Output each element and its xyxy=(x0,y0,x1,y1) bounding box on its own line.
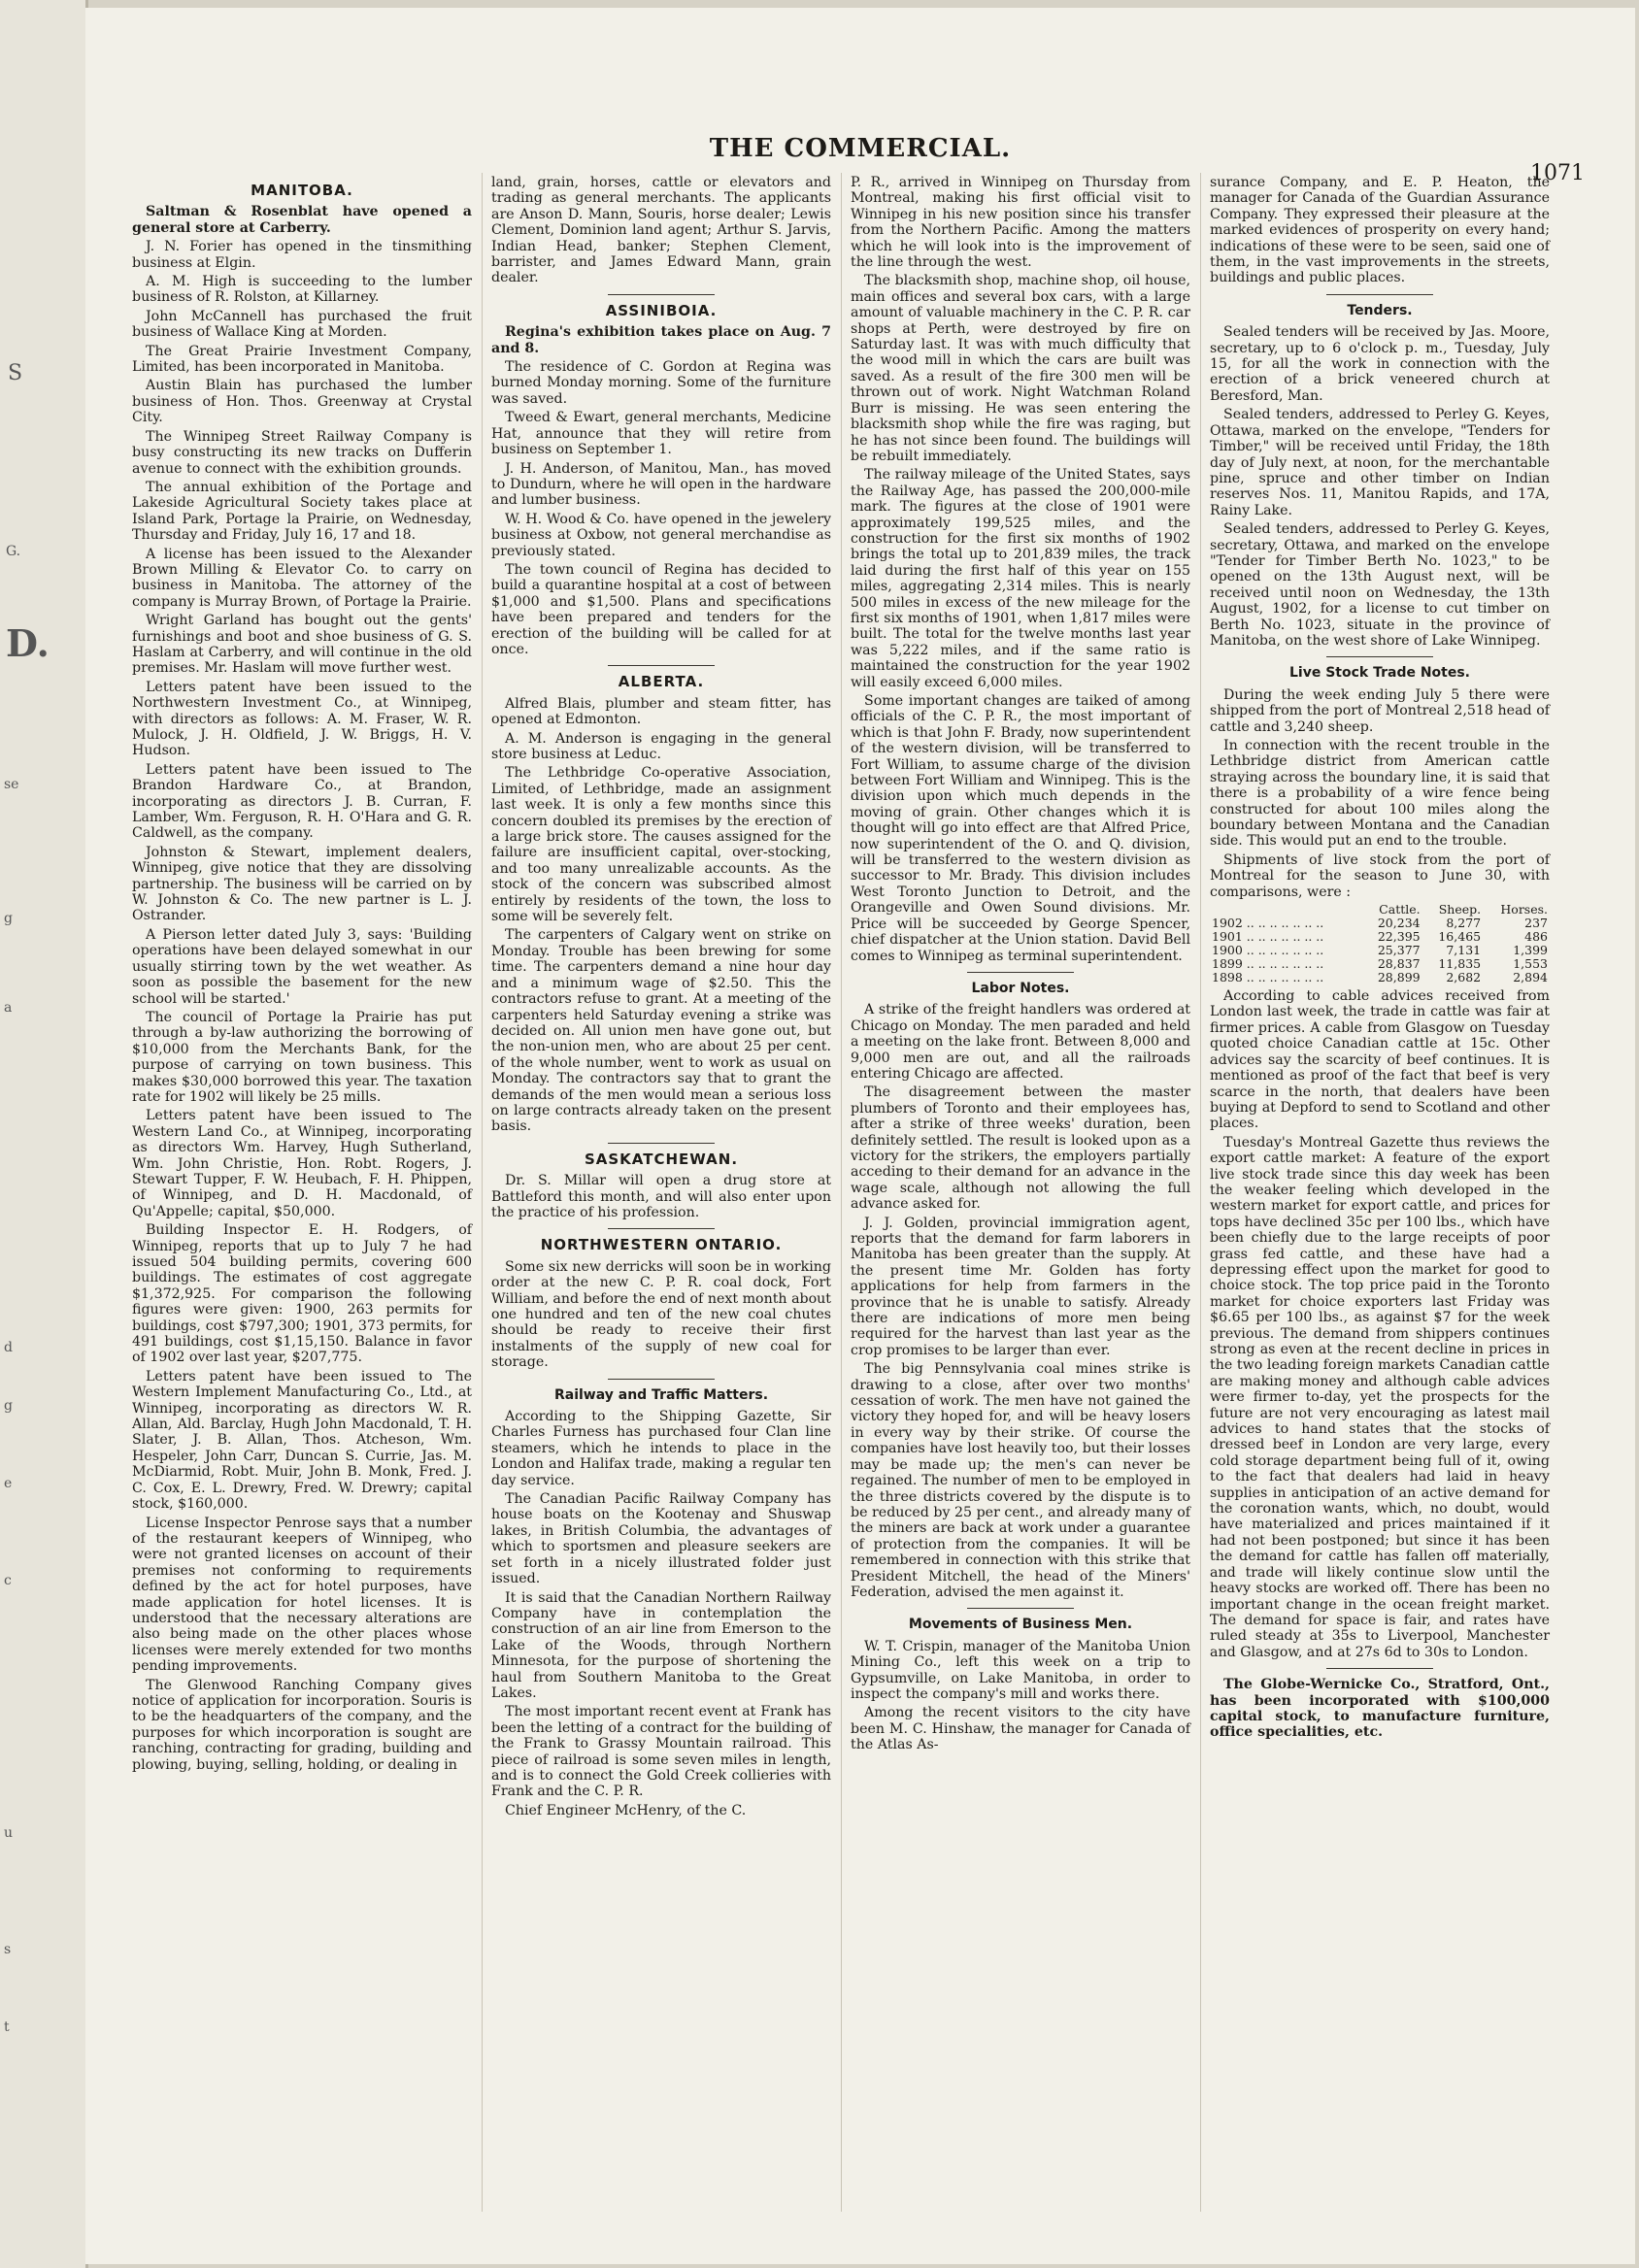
section-rule xyxy=(608,294,715,295)
column-divider xyxy=(482,173,483,2212)
news-item: License Inspector Penrose says that a number of the restaurant keepers of Winnipeg, who were not granted licenses on account of their premises not conforming to requirements defined by the act for hotel purposes, have made application for hotel licenses. It is understood that the necessary alterations are also being made on the other places whose licenses were merely extended for two months pending improvements. xyxy=(132,1515,472,1675)
table-cell: 1898 .. .. .. .. .. .. .. xyxy=(1212,970,1324,985)
section-rule xyxy=(608,1379,715,1380)
section-heading-manitoba: MANITOBA. xyxy=(251,182,353,199)
news-item: The carpenters of Calgary went on strike on Monday. Trouble has been brewing for some time. The carpenters demand a nine hour day and a minimum wage of $2.50. This the contractors refuse to grant. At a meeting of the carpenters held Saturday evening a strike was decided on. All union men have gone out, but the non-union men, who are about 25 per cent. of the whole number, went to work as usual on Monday. The contractors say that to grant the demands of the men would mean a serious loss on large contracts already taken on the present basis. xyxy=(491,927,831,1135)
column-divider xyxy=(1200,173,1201,2212)
margin-mark: c xyxy=(4,1573,12,1588)
table-row xyxy=(1210,957,1550,971)
news-item: surance Company, and E. P. Heaton, the manager for Canada of the Guardian Assurance Company. They expressed their pleasure at the marked evidences of prosperity on every hand; indications of these were to be seen, said one of them, in the vast improvements in the streets, buildings and public places. xyxy=(1210,175,1550,286)
news-item: Tuesday's Montreal Gazette thus reviews the export cattle market: A feature of the export live stock trade since this day week has been the weaker feeling which developed in the western market for export cattle, and prices for tops have declined 35c per 100 lbs., which have been chiefly due to the large receipts of poor grass fed cattle, and these have had a depressing effect upon the market for good to choice stock. The top price paid in the Toronto market for choice exporters last Friday was $6.65 per 100 lbs., as against $7 for the week previous. The demand from shippers continues strong as even at the recent decline in prices in the two leading foreign markets Canadian cattle are making money and although cable advices were firmer to-day, yet the prospects for the future are not very encouraging as latest mail advices to hand states that the stocks of dressed beef in London are very large, every cold storage department being full of it, owing to the fact that dealers had laid in heavy supplies in anticipation of an active demand for the coronation wants, which, no doubt, would have materialized and prices maintained if it had not been postponed; but since it has been the demand for cattle has fallen off materially, and trade will likely continue slow until the heavy stocks are worked off. There has been no important change in the ocean freight market. The demand for space is fair, and rates have ruled steady at 35s to Liverpool, Manchester and Glasgow, and at 27s 6d to 30s to London. xyxy=(1210,1134,1550,1660)
table-cell: 1,553 xyxy=(1513,956,1548,972)
section-heading-tenders: Tenders. xyxy=(1347,302,1413,318)
news-item: Tweed & Ewart, general merchants, Medicine Hat, announce that they will retire from business on September 1. xyxy=(491,410,831,458)
table-header: Sheep. xyxy=(1438,902,1482,917)
news-item: P. R., arrived in Winnipeg on Thursday from Montreal, making his first official visit to Winnipeg in his new position since his transfer from the Northern Pacific. Among the matters which he will look into is the improvement of the line through the west. xyxy=(851,175,1190,271)
table-cell: 2,894 xyxy=(1513,970,1548,985)
news-item: A Pierson letter dated July 3, says: 'Building operations have been delayed somewhat in our usually stirring town by the wet weather. As soon as possible the basement for the new school will be started.' xyxy=(132,926,472,1007)
section-heading-livestock: Live Stock Trade Notes. xyxy=(1288,665,1471,682)
news-item: The annual exhibition of the Portage and Lakeside Agricultural Society takes place at Island Park, Portage la Prairie, on Wednesday, Thursday and Friday, July 16, 17 and 18. xyxy=(132,479,472,544)
table-cell: 237 xyxy=(1524,916,1548,931)
news-item: In connection with the recent trouble in the Lethbridge district from American cattle straying across the boundary line, it is said that there is a probability of a wire fence being constructed for about 100 miles along the boundary between Montana and the Canadian side. This would put an end to the trouble. xyxy=(1210,738,1550,850)
margin-mark: t xyxy=(4,2019,10,2035)
news-item: Saltman & Rosenblat have opened a general store at Carberry. xyxy=(132,204,472,236)
margin-mark: G. xyxy=(6,544,21,559)
news-item: Dr. S. Millar will open a drug store at Battleford this month, and will also enter upon the practice of his profession. xyxy=(491,1173,831,1220)
news-item: J. J. Golden, provincial immigration agent, reports that the demand for farm laborers in Manitoba has been greater than the supply. At the present time Mr. Golden has forty applications for help from farmers in the province that he is unable to satisfy. Already there are indications of more men being required for the harvest than last year as the crop promises to be larger than ever. xyxy=(851,1215,1190,1358)
column-3 xyxy=(851,175,1190,1756)
section-rule xyxy=(608,665,715,666)
table-cell: 1902 .. .. .. .. .. .. .. xyxy=(1212,916,1324,931)
margin-mark: u xyxy=(4,1825,14,1841)
news-item: Sealed tenders, addressed to Perley G. Keyes, Ottawa, marked on the envelope, "Tenders for Timber," will be received until Friday, the 18th day of July next, at noon, for the merchantable pine, spruce and other timber on Indian reserves Nos. 11, Manitou Rapids, and 17A, Rainy Lake. xyxy=(1210,407,1550,518)
news-item: The blacksmith shop, machine shop, oil house, main offices and several box cars, with a large amount of valuable machinery in the C. P. R. car shops at Perth, were destroyed by fire on Saturday last. It was with much difficulty that the wood mill in which the cars are built was saved. As a result of the fire 300 men will be thrown out of work. Night Watchman Roland Burr is missing. He was seen entering the blacksmith shop while the fire was raging, but he has not since been found. The buildings will be rebuilt immediately. xyxy=(851,273,1190,464)
table-header xyxy=(1210,903,1361,917)
news-item: Some six new derricks will soon be in working order at the new C. P. R. coal dock, Fort William, and before the end of next month about one hundred and ten of the new coal chutes should be ready to receive their first instalments of the supply of new coal for storage. xyxy=(491,1258,831,1371)
section-heading-railway: Railway and Traffic Matters. xyxy=(553,1386,769,1403)
table-cell: 28,899 xyxy=(1377,970,1421,985)
news-item: The Canadian Pacific Railway Company has house boats on the Kootenay and Shuswap lakes, in British Columbia, the advantages of which to sportsmen and pleasure seekers are set forth in a nicely illustrated folder just issued. xyxy=(491,1491,831,1587)
table-cell: 16,465 xyxy=(1438,929,1482,945)
margin-mark: g xyxy=(4,911,13,926)
section-heading-labor: Labor Notes. xyxy=(971,980,1070,996)
table-cell: 7,131 xyxy=(1446,943,1482,958)
column-1 xyxy=(132,175,472,1776)
margin-mark: a xyxy=(4,1000,13,1016)
news-item: The Great Prairie Investment Company, Limited, has been incorporated in Manitoba. xyxy=(132,343,472,376)
news-item: Letters patent have been issued to The Western Implement Manufacturing Co., Ltd., at Winnipeg, incorporating as directors W. R. Allan, Ald. Barclay, Hugh John Macdonald, T. H. Slater, J. B. Allan, Thos. Atcheson, Wm. Hespeler, John Carr, Duncan S. Currie, Jas. M. McDiarmid, Robt. Muir, John B. Monk, Fred. J. C. Cox, E. L. Drewry, Fred. W. Drewry; capital stock, $160,000. xyxy=(132,1368,472,1513)
margin-mark: e xyxy=(4,1476,13,1491)
newspaper-page xyxy=(85,8,1635,2264)
news-item: A. M. High is succeeding to the lumber business of R. Rolston, at Killarney. xyxy=(132,274,472,306)
news-item: Regina's exhibition takes place on Aug. 7 and 8. xyxy=(491,324,831,356)
news-item: The Globe-Wernicke Co., Stratford, Ont., has been incorporated with $100,000 capital stock, to manufacture furniture, office specialities, etc. xyxy=(1210,1677,1550,1741)
page-title: THE COMMERCIAL. xyxy=(709,134,1012,163)
news-item: Letters patent have been issued to The Brandon Hardware Co., at Brandon, incorporating as directors J. B. Curran, F. Lamber, Wm. Ferguson, R. H. O'Hara and G. R. Caldwell, as the company. xyxy=(132,761,472,842)
news-item: W. H. Wood & Co. have opened in the jewelery business at Oxbow, not general merchandise as previously stated. xyxy=(491,511,831,559)
section-heading-saskatchewan: SASKATCHEWAN. xyxy=(584,1150,739,1168)
news-item: J. H. Anderson, of Manitou, Man., has moved to Dundurn, where he will open in the hardware and lumber business. xyxy=(491,460,831,509)
news-item: According to the Shipping Gazette, Sir Charles Furness has purchased four Clan line steamers, which he intends to place in the London and Halifax trade, making a regular ten day service. xyxy=(491,1409,831,1488)
section-rule xyxy=(967,972,1074,973)
news-item: Letters patent have been issued to the Northwestern Investment Co., at Winnipeg, with directors as follows: A. M. Fraser, W. R. Mulock, J. H. Oldfield, J. W. Briggs, H. V. Hudson. xyxy=(132,679,472,759)
table-row xyxy=(1210,944,1550,957)
table-cell: 1,399 xyxy=(1513,943,1548,958)
table-header: Cattle. xyxy=(1379,902,1421,917)
table-cell: 1901 .. .. .. .. .. .. .. xyxy=(1212,929,1324,945)
news-item: The railway mileage of the United States, says the Railway Age, has passed the 200,000-mile mark. The figures at the close of 1901 were approximately 199,525 miles, and the construction for the first six months of 1902 brings the total up to 201,839 miles, the track laid during the first half of this year on 155 miles, aggregating 2,314 miles. This is nearly 500 miles in excess of the new mileage for the first six months of 1901, when 1,817 miles were built. The total for the twelve months last year was 5,222 miles, and if the same ratio is maintained the construction for the year 1902 will easily exceed 6,000 miles. xyxy=(851,467,1190,690)
margin-mark: g xyxy=(4,1398,13,1414)
table-cell: 22,395 xyxy=(1377,929,1421,945)
margin-mark: S xyxy=(8,361,23,385)
news-item: Sealed tenders, addressed to Perley G. Keyes, secretary, Ottawa, and marked on the envelope "Tender for Timber Berth No. 1023," to be opened on the 13th August next, will be received until noon on Wednesday, the 13th August, 1902, for a license to cut timber on Berth No. 1023, situate in the province of Manitoba, on the west shore of Lake Winnipeg. xyxy=(1210,521,1550,649)
table-row xyxy=(1210,917,1550,930)
news-item: The residence of C. Gordon at Regina was burned Monday morning. Some of the furniture was saved. xyxy=(491,359,831,407)
section-heading-northwestern-ontario: NORTHWESTERN ONTARIO. xyxy=(540,1236,783,1254)
news-item: Building Inspector E. H. Rodgers, of Winnipeg, reports that up to July 7 he had issued 504 building permits, covering 600 buildings. The estimates of cost aggregate $1,372,925. For comparison the following figures were given: 1900, 263 permits for buildings, cost $797,300; 1901, 373 permits, for 491 buildings, cost $1,15,150. Balance in favor of 1902 over last year, $207,775. xyxy=(132,1222,472,1366)
table-cell: 1900 .. .. .. .. .. .. .. xyxy=(1212,943,1324,958)
news-item: Shipments of live stock from the port of Montreal for the season to June 30, with comparisons, were : xyxy=(1210,851,1550,900)
column-2 xyxy=(491,175,831,1821)
news-item: W. T. Crispin, manager of the Manitoba Union Mining Co., left this week on a trip to Gypsumville, on Lake Manitoba, in order to inspect the company's mill and works there. xyxy=(851,1638,1190,1702)
section-rule xyxy=(1326,294,1433,295)
news-item: Wright Garland has bought out the gents' furnishings and boot and shoe business of G. S. Haslam at Carberry, and will continue in the old premises. Mr. Haslam will move further west. xyxy=(132,613,472,677)
table-cell: 11,835 xyxy=(1438,956,1482,972)
news-item: J. N. Forier has opened in the tinsmithing business at Elgin. xyxy=(132,239,472,271)
page-number: 1071 xyxy=(1530,161,1585,185)
margin-mark: se xyxy=(4,777,19,792)
news-item: John McCannell has purchased the fruit business of Wallace King at Morden. xyxy=(132,308,472,341)
section-rule xyxy=(608,1228,715,1229)
news-item: Chief Engineer McHenry, of the C. xyxy=(505,1802,747,1818)
news-item: The town council of Regina has decided to build a quarantine hospital at a cost of between $1,000 and $1,500. Plans and specifications have been prepared and tenders for the erection of the building will be called for at once. xyxy=(491,561,831,657)
section-rule xyxy=(1326,1668,1433,1669)
margin-mark: s xyxy=(4,1942,12,1957)
section-heading-alberta: ALBERTA. xyxy=(618,673,705,691)
table-header: Horses. xyxy=(1500,902,1548,917)
margin-mark: D. xyxy=(6,621,50,665)
table-header-row xyxy=(1210,903,1550,917)
news-item: The big Pennsylvania coal mines strike is drawing to a close, after over two months' cessation of work. The men have not gained the victory they hoped for, and will be heavy losers in every way by their strike. Of course the companies have lost heavily too, but their losses may be made up; the men's can never be regained. The number of men to be employed in the three districts covered by the dispute is to be reduced by 25 per cent., and already many of the miners are back at work under a guarantee of protection from the companies. It will be remembered in connection with this strike that President Mitchell, the head of the Miners' Federation, advised the men against it. xyxy=(851,1361,1190,1600)
news-item: Austin Blain has purchased the lumber business of Hon. Thos. Greenway at Crystal City. xyxy=(132,378,472,426)
section-rule xyxy=(967,1608,1074,1609)
table-cell: 1899 .. .. .. .. .. .. .. xyxy=(1212,956,1324,972)
table-cell: 25,377 xyxy=(1377,943,1421,958)
news-item: Sealed tenders will be received by Jas. Moore, secretary, up to 6 o'clock p. m., Tuesday, July 15, for all the work in connection with the erection of a brick veneered church at Beresford, Man. xyxy=(1210,324,1550,404)
news-item: The council of Portage la Prairie has put through a by-law authorizing the borrowing of $10,000 from the Merchants Bank, for the purpose of carrying on town business. This makes $30,000 borrowed this year. The taxation rate for 1902 will likely be 25 mills. xyxy=(132,1009,472,1105)
livestock-shipments-table xyxy=(1210,903,1550,984)
news-item: Johnston & Stewart, implement dealers, Winnipeg, give notice that they are dissolving partnership. The business will be carried on by W. Johnston & Co. The new partner is L. J. Ostrander. xyxy=(132,844,472,924)
news-item: Some important changes are taiked of among officials of the C. P. R., the most important of which is that John F. Brady, now superintendent of the western division, will be transferred to Fort William, to assume charge of the division between Fort William and Winnipeg. This is the division upon which much depends in the moving of grain. Other changes which it is thought will go into effect are that Alfred Price, now superintendent of the O. and Q. division, will be transferred to the western division as successor to Mr. Brady. This division includes West Toronto Junction to Detroit, and the Orangeville and Owen Sound divisions. Mr. Price will be succeeded by George Spencer, chief dispatcher at the Union station. David Bell comes to Winnipeg as terminal superintendent. xyxy=(851,693,1190,964)
table-row xyxy=(1210,930,1550,944)
table-cell: 20,234 xyxy=(1377,916,1421,931)
news-item: The disagreement between the master plumbers of Toronto and their employees has, after a strike of three weeks' duration, been definitely settled. The result is looked upon as a victory for the strikers, the employers partially acceding to their demand for an advance in the wage scale, although not allowing the full advance asked for. xyxy=(851,1084,1190,1213)
news-item: Alfred Blais, plumber and steam fitter, has opened at Edmonton. xyxy=(491,695,831,728)
news-item: Among the recent visitors to the city have been M. C. Hinshaw, the manager for Canada of the Atlas As- xyxy=(851,1705,1190,1753)
news-item: Letters patent have been issued to The Western Land Co., at Winnipeg, incorporating as directors Wm. Harvey, Hugh Sutherland, Wm. John Christie, Hon. Robt. Rogers, J. Stewart Tupper, F. W. Heubach, F. H. Phippen, of Winnipeg, and D. H. Macdonald, of Qu'Appelle; capital, $50,000. xyxy=(132,1108,472,1219)
news-item: A. M. Anderson is engaging in the general store business at Leduc. xyxy=(491,730,831,762)
news-item: A license has been issued to the Alexander Brown Milling & Elevator Co. to carry on business in Manitoba. The attorney of the company is Murray Brown, of Portage la Prairie. xyxy=(132,546,472,610)
section-rule xyxy=(608,1143,715,1144)
section-heading-assiniboia: ASSINIBOIA. xyxy=(605,301,718,319)
section-heading-movements: Movements of Business Men. xyxy=(908,1617,1133,1633)
table-cell: 2,682 xyxy=(1446,970,1482,985)
news-item: It is said that the Canadian Northern Railway Company have in contemplation the construction of an air line from Emerson to the Lake of the Woods, through Northern Minnesota, for the purpose of shortening the haul from Southern Manitoba to the Great Lakes. xyxy=(491,1589,831,1701)
news-item: The Winnipeg Street Railway Company is busy constructing its new tracks on Dufferin avenue to connect with the exhibition grounds. xyxy=(132,428,472,477)
table-cell: 28,837 xyxy=(1377,956,1421,972)
table-cell: 486 xyxy=(1524,929,1548,945)
news-item: According to cable advices received from London last week, the trade in cattle was fair at firmer prices. A cable from Glasgow on Tuesday quoted choice Canadian cattle at 15c. Other advices say the scarcity of beef continues. It is mentioned as proof of the fact that beef is very scarce in the north, that dealers have been buying at Depford to send to Scotland and other places. xyxy=(1210,988,1550,1132)
news-item: During the week ending July 5 there were shipped from the port of Montreal 2,518 head of cattle and 3,240 sheep. xyxy=(1210,686,1550,735)
section-rule xyxy=(1326,656,1433,657)
adjacent-page-strip xyxy=(0,0,88,2268)
news-item: land, grain, horses, cattle or elevators and trading as general merchants. The applicants are Anson D. Mann, Souris, horse dealer; Lewis Clement, Dominion land agent; Arthur S. Jarvis, Indian Head, banker; Stephen Clement, barrister, and James Edward Mann, grain dealer. xyxy=(491,175,831,286)
column-divider xyxy=(841,173,842,2212)
table-row xyxy=(1210,971,1550,984)
column-4 xyxy=(1210,175,1550,1744)
table-cell: 8,277 xyxy=(1446,916,1482,931)
news-item: The most important recent event at Frank has been the letting of a contract for the building of the Frank to Grassy Mountain railroad. This piece of railroad is some seven miles in length, and is to connect the Gold Creek collieries with Frank and the C. P. R. xyxy=(491,1704,831,1800)
news-item: The Glenwood Ranching Company gives notice of application for incorporation. Souris is to be the headquarters of the company, and the purposes for which incorporation is sought are ranching, contracting for grading, building and plowing, buying, selling, holding, or dealing in xyxy=(132,1677,472,1773)
news-item: The Lethbridge Co-operative Association, Limited, of Lethbridge, made an assignment last week. It is only a few months since this concern doubled its premises by the erection of a large brick store. The causes assigned for the failure are insufficient capital, over-stocking, and too many unrealizable accounts. As the stock of the concern was subscribed almost entirely by residents of the town, the loss to some will be severely felt. xyxy=(491,765,831,925)
margin-mark: d xyxy=(4,1340,13,1355)
news-item: A strike of the freight handlers was ordered at Chicago on Monday. The men paraded and held a meeting on the lake front. Between 8,000 and 9,000 men are out, and all the railroads entering Chicago are affected. xyxy=(851,1002,1190,1082)
